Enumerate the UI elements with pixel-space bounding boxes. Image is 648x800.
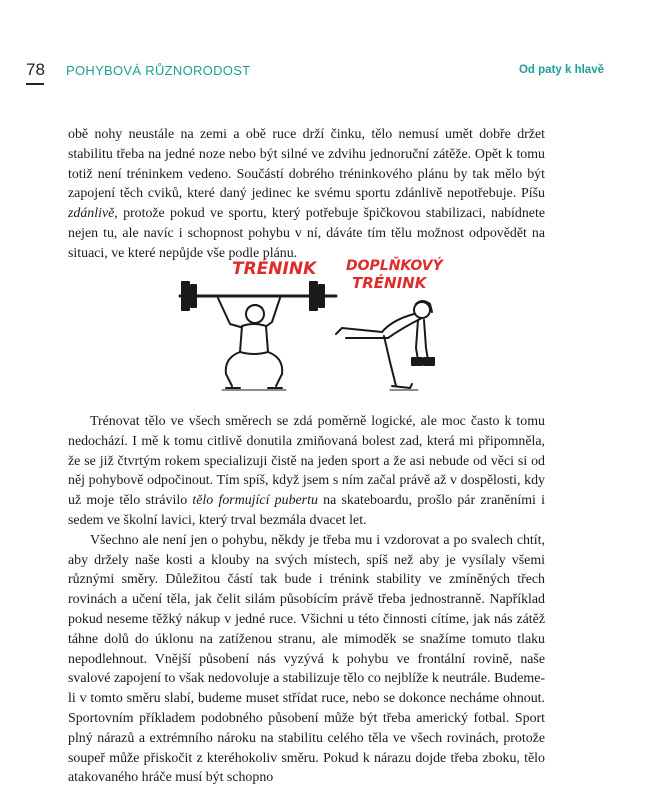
single-leg-figure [336,301,434,390]
chapter-title: POHYBOVÁ RŮZNORODOST [66,63,251,78]
paragraph-1-text-a: obě nohy neustále na zemi a obě ruce drží činku, tělo nemusí umět dobře držet stabilitu třeba na jedné noze nebo být silné ve zdvihu jednoruční zátěže. Opět k tomu totiž není tréninkem vedeno. Součástí dobrého tréninkového plánu by tak mělo být zapojení těch cviků, které daný jedinec ke svému sportu zdánlivě nepotřebuje. Píšu [68,127,545,202]
training-illustration [160,252,460,397]
running-title: Od paty k hlavě [518,64,604,76]
page-number-underline [26,83,44,85]
paragraph-1 [68,125,545,264]
label-supplementary-line2: TRÉNINK [352,274,427,292]
page-number: 78 [26,60,45,79]
paragraph-2-emphasis: tělo formující pubertu [192,493,318,509]
label-supplementary-line1: DOPLŇKOVÝ [346,258,443,274]
paragraph-2-text-a: Trénovat tělo ve všech směrech se zdá poměrně logické, ale moc často k tomu nedochází. I mě k tomu citlivě donutila zmiňovaná bolest zad, která mi připomněla, že se již čtvrtým rokem specializuji čistě na jeden sport a že asi nebude od věci si od něj pohybově odpočinout. Tím spíš, když jsem s ním začal právě až v dospělosti, kdy už moje tělo strávilo [68,414,545,509]
label-training: TRÉNINK [232,259,317,279]
page-header [0,0,648,90]
paragraph-1-text-b: , protože pokud ve sportu, který potřebuje špičkovou stabilizaci, nabídnete nejen tu, ale navíc i schopnost pohybu v ní, dáváte tím tělu možnost odpovědět na situaci, ve které nepůjde vše podle plánu. [68,206,545,261]
paragraph-1-emphasis: zdánlivě [68,206,115,222]
paragraph-2 [68,412,545,788]
paragraph-3: Všechno ale není jen o pohybu, někdy je třeba mu i vzdorovat a po svalech chtít, aby držely naše kosti a klouby na svých místech, spíš než aby je vysílaly všemi různými směry. Důležitou částí tak bude i trénink stability ve zmíněných třech rovinách a učení těla, jak čelit silám působícím právě třeba jednostranně. Například pokud neseme těžký nákup v jedné ruce. Všichni u této činnosti cítíme, jak nás zátěž táhne dolů do úklonu na zatíženou stranu, ale mimoděk se snažíme tomuto tlaku nepodlehnout. Vnější působení nás vyzývá k pohybu ve frontální rovině, naše svalové zapojení to však nedovoluje a stabilizuje tělo co nejblíže k neutrále. Budeme-li v tomto směru slabí, budeme muset střídat ruce, nebo se dokonce necháme ohnout. Sportovním příkladem podobného působení může být třeba americký fotbal. Sport plný nárazů a extrémního nároku na stabilitu celého těla ve všech rovinách, protože soupeř může přiskočit z kteréhokoliv směru. Pokud k nárazu dojde třeba zboku, tělo atakovaného hráče musí být schopno [68,532,545,786]
barbell-squat-figure [180,282,336,390]
paragraph-2-text-b: na skateboardu, prošlo pár zraněními i sedem ve školní lavici, který trval bezmála dvacet let. [68,493,545,528]
